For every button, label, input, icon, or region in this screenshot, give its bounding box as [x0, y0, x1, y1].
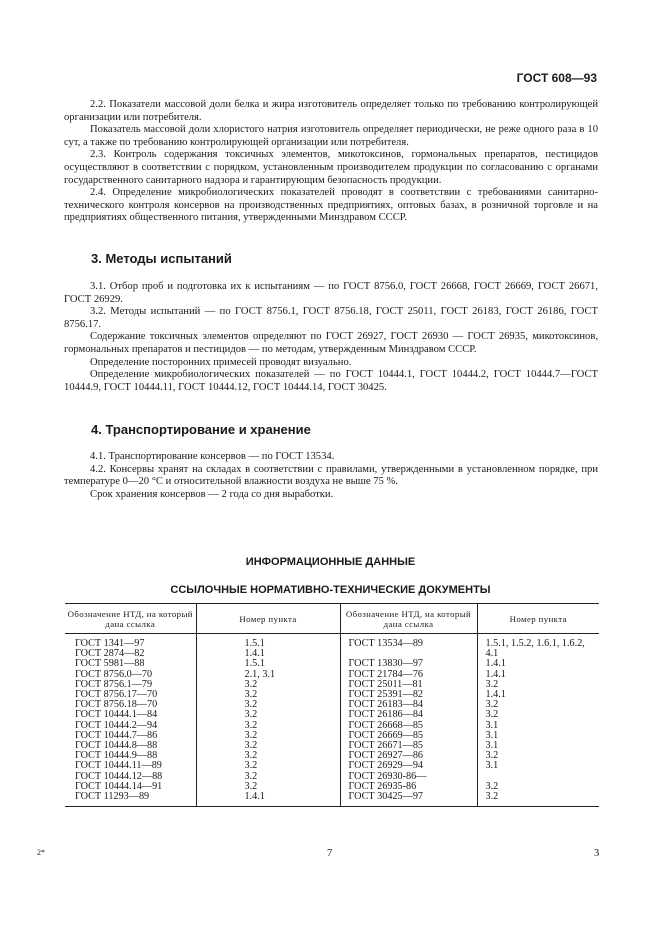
ref-clause-right: 1.5.1, 1.5.2, 1.6.1, 1.6.2, [477, 634, 599, 650]
references-table-title: ССЫЛОЧНЫЕ НОРМАТИВНО-ТЕХНИЧЕСКИЕ ДОКУМЕНТЫ [170, 584, 491, 596]
ref-clause-right: 3.1 [477, 731, 599, 741]
ref-designation-left: ГОСТ 10444.9—88 [75, 750, 158, 762]
paragraph-microbiology: Определение микробиологических показателей — по ГОСТ 10444.1, ГОСТ 10444.2, ГОСТ 10444.7—ГОСТ 10444.9, ГОСТ 10444.11, ГОСТ 10444.12, ГОСТ 10444.14, ГОСТ 30425. [64, 369, 598, 393]
ref-clause-left: 1.4.1 [196, 792, 340, 807]
ref-clause-right: 3.1 [477, 741, 599, 751]
ref-designation-right: ГОСТ 30425—97 [340, 792, 477, 807]
ref-designation-left: ГОСТ 2874—82 [75, 648, 145, 660]
ref-designation-left: ГОСТ 10444.12—88 [75, 770, 163, 782]
ref-designation-right: ГОСТ 26929—94 [340, 761, 477, 771]
ref-designation-right: ГОСТ 26668—85 [340, 721, 477, 731]
ref-clause-right: 3.1 [477, 761, 599, 771]
header-clause-left: Номер пункта [196, 604, 340, 634]
ref-designation-right: ГОСТ 13534—89 [340, 634, 477, 650]
paragraph-2-3: 2.3. Контроль содержания токсичных элементов, микотоксинов, гормональных препаратов, пестицидов осуществляют в соответствии с порядком, установленным производителем продукции по согласованию с органами государственного санитарного надзора и гарантирующим безопасность продукции. [64, 149, 598, 186]
ref-designation-left: ГОСТ 10444.8—88 [75, 740, 158, 752]
references-table [65, 603, 599, 807]
ref-clause-right: 3.2 [477, 710, 599, 720]
ref-clause-left: 3.2 [196, 731, 340, 741]
paragraph-3-2: 3.2. Методы испытаний — по ГОСТ 8756.1, ГОСТ 8756.18, ГОСТ 25011, ГОСТ 26183, ГОСТ 26186, ГОСТ 8756.17. [64, 306, 598, 330]
ref-clause-left: 2.1, 3.1 [196, 670, 340, 680]
paragraph-2-4: 2.4. Определение микробиологических показателей проводят в соответствии с требованиями санитарно-технического контроля консервов на производственных предприятиях, оптовых базах, в розничной торговле и на предприятиях общественного питания, утвержденными Минздравом СССР. [64, 187, 598, 224]
table-row [65, 649, 599, 659]
paragraph-toxic-elements: Содержание токсичных элементов определяют по ГОСТ 26927, ГОСТ 26930 — ГОСТ 26935, микотоксинов, гормональных препаратов и пестицидов — по методам, утвержденным Минздравом СССР. [64, 331, 598, 355]
ref-designation-left: ГОСТ 11293—89 [65, 792, 196, 807]
ref-clause-left: 1.5.1 [196, 659, 340, 669]
table-header-row [65, 604, 599, 634]
ref-designation-right: ГОСТ 26183—84 [340, 700, 477, 710]
ref-clause-right: 1.4.1 [477, 659, 599, 669]
ref-clause-left: 1.5.1 [196, 634, 340, 650]
ref-designation-right: ГОСТ 26930-86— [340, 772, 477, 782]
info-data-title: ИНФОРМАЦИОННЫЕ ДАННЫЕ [245, 556, 416, 568]
ref-designation-left: ГОСТ 8756.0—70 [75, 668, 153, 680]
ref-designation-right: ГОСТ 25391—82 [340, 690, 477, 700]
ref-clause-left: 3.2 [196, 761, 340, 771]
paragraph-3-1: 3.1. Отбор проб и подготовка их к испытаниям — по ГОСТ 8756.0, ГОСТ 26668, ГОСТ 26669, ГОСТ 26671, ГОСТ 26929. [64, 281, 598, 305]
ref-clause-left: 3.2 [196, 772, 340, 782]
ref-clause-left: 3.2 [196, 700, 340, 710]
ref-designation-left: ГОСТ 10444.14—91 [75, 780, 163, 792]
ref-designation-left: ГОСТ 10444.2—94 [75, 719, 158, 731]
ref-designation-right: ГОСТ 25011—81 [340, 680, 477, 690]
ref-clause-left: 3.2 [196, 690, 340, 700]
page-number: 3 [594, 848, 600, 859]
paragraph-4-2: 4.2. Консервы хранят на складах в соответствии с правилами, утвержденными в установленном порядке, при температуре 0—20 °С и относительной влажности воздуха не выше 75 %. [64, 463, 598, 488]
ref-designation-right: ГОСТ 26935-86 [340, 782, 477, 792]
ref-designation-left: ГОСТ 8756.1—79 [75, 678, 153, 690]
transport-text [64, 451, 598, 501]
header-designation-right: Обозначение НТД, на который дана ссылка [340, 604, 477, 634]
ref-clause-right: 1.4.1 [477, 690, 599, 700]
ref-clause-right: 3.1 [477, 721, 599, 731]
ref-clause-left: 3.2 [196, 741, 340, 751]
ref-clause-left: 3.2 [196, 680, 340, 690]
ref-clause-right: 3.2 [477, 751, 599, 761]
ref-designation-left: ГОСТ 10444.11—89 [75, 760, 162, 772]
header-designation-left: Обозначение НТД, на который дана ссылка [65, 604, 196, 634]
ref-clause-left: 3.2 [196, 721, 340, 731]
references-table-body [65, 634, 599, 807]
ref-designation-right: ГОСТ 26186—84 [340, 710, 477, 720]
ref-clause-right: 4.1 [477, 649, 599, 659]
paragraph-foreign-impurities: Определение посторонних примесей проводят визуально. [90, 356, 352, 368]
ref-designation-left: ГОСТ 8756.17—70 [75, 689, 158, 701]
ref-designation-left: ГОСТ 8756.18—70 [75, 699, 158, 711]
ref-clause-left: 1.4.1 [196, 649, 340, 659]
ref-clause-left: 3.2 [196, 710, 340, 720]
ref-designation-left: ГОСТ 10444.1—84 [75, 709, 158, 721]
ref-clause-right: 3.2 [477, 792, 599, 807]
requirements-text [64, 99, 598, 225]
ref-designation-right: ГОСТ 26927—86 [340, 751, 477, 761]
section-4-title: 4. Транспортирование и хранение [91, 422, 311, 437]
ref-clause-right: 3.2 [477, 782, 599, 792]
sheet-mark: 2* [37, 848, 45, 857]
ref-designation-right: ГОСТ 13830—97 [340, 659, 477, 669]
ref-designation-left: ГОСТ 10444.7—86 [75, 729, 158, 741]
table-row [65, 792, 599, 807]
ref-clause-left: 3.2 [196, 751, 340, 761]
ref-clause-left: 3.2 [196, 782, 340, 792]
paragraph-4-1: 4.1. Транспортирование консервов — по ГОСТ 13534. [90, 451, 335, 462]
ref-designation-left: ГОСТ 1341—97 [75, 638, 145, 649]
ref-clause-right: 3.2 [477, 680, 599, 690]
paragraph-shelf-life: Срок хранения консервов — 2 года со дня выработки. [90, 488, 334, 500]
ref-designation-right: ГОСТ 26671—85 [340, 741, 477, 751]
center-page-number: 7 [327, 848, 333, 859]
document-code: ГОСТ 608—93 [516, 71, 597, 85]
header-clause-right: Номер пункта [477, 604, 599, 634]
paragraph-2-2: 2.2. Показатели массовой доли белка и жира изготовитель определяет только по требованию контролирующей организации или потребителя. [64, 99, 598, 123]
methods-text [64, 281, 598, 394]
ref-designation-right: ГОСТ 21784—76 [340, 670, 477, 680]
ref-designation-right: ГОСТ 26669—85 [340, 731, 477, 741]
ref-clause-right: 3.2 [477, 700, 599, 710]
ref-clause-right: 1.4.1 [477, 670, 599, 680]
ref-designation-left: ГОСТ 5981—88 [75, 658, 145, 670]
table-row [65, 634, 599, 650]
section-3-title: 3. Методы испытаний [91, 251, 232, 266]
paragraph-sodium-chloride: Показатель массовой доли хлористого натрия изготовитель определяет периодически, не реже одного раза в 10 сут, а также по требованию контролирующей организации или потребителя. [64, 124, 598, 148]
